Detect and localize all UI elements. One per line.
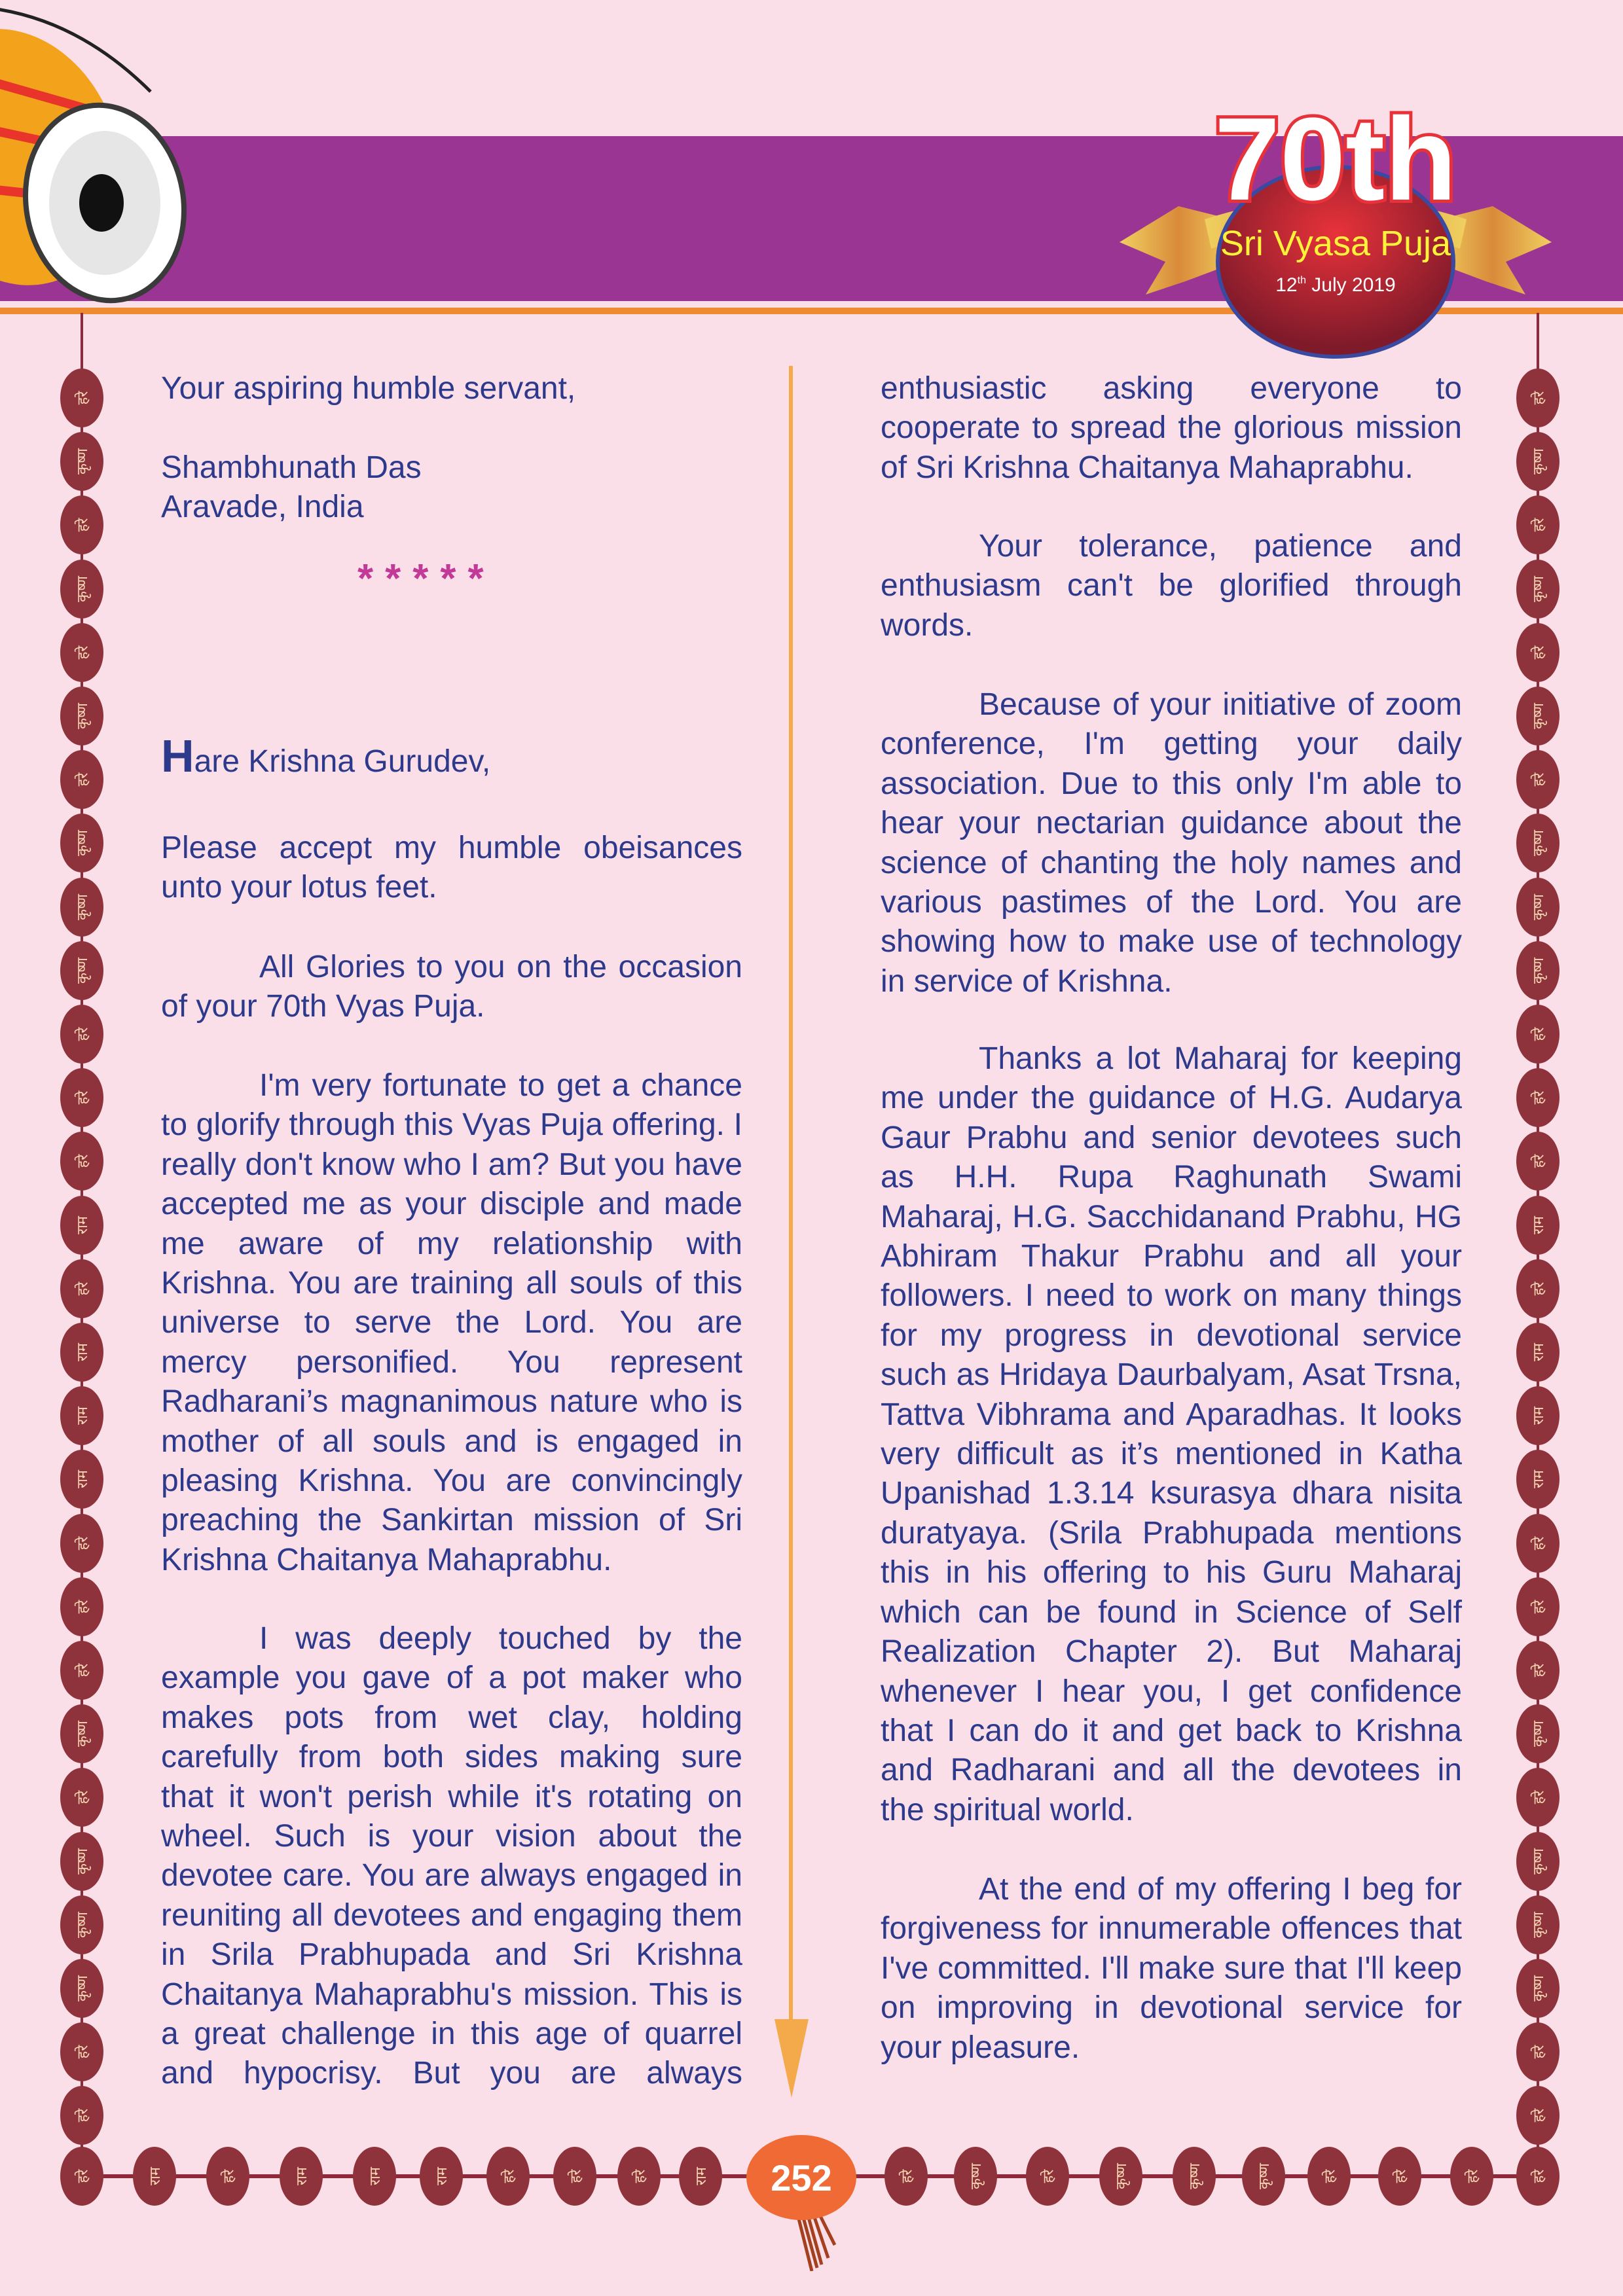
bead (1516, 1450, 1559, 1509)
bead (60, 941, 103, 1000)
bead-label: हरे (75, 2169, 91, 2183)
bead (1516, 1005, 1559, 1064)
bead (1516, 814, 1559, 872)
bead (60, 1895, 103, 1954)
bead-label: कृष्ण (74, 1721, 91, 1748)
bead (1516, 560, 1559, 619)
bead (1516, 1959, 1559, 2018)
bead-label: हरे (75, 1282, 91, 1296)
bead-label: कृष्ण (1113, 2163, 1130, 2189)
bead-label: कृष्ण (74, 1848, 91, 1874)
bead-label: हरे (75, 518, 91, 532)
paragraph: Your tolerance, patience and enthusiasm can't be glorified through words. (881, 529, 1462, 643)
bead (1516, 432, 1559, 491)
closing: Your aspiring humble servant, (161, 371, 576, 406)
bead-label: राम (1530, 1407, 1547, 1426)
bead-label: कृष्ण (74, 703, 91, 729)
bead (1516, 1386, 1559, 1445)
bead (1516, 495, 1559, 554)
bead-label: हरे (1531, 645, 1547, 660)
bead (1516, 1259, 1559, 1318)
greeting-text: are Krishna Gurudev, (194, 744, 491, 779)
bead-label: हरे (75, 1027, 91, 1041)
bead-label: हरे (1531, 772, 1547, 787)
bead (60, 1577, 103, 1636)
bead-label: राम (293, 2167, 310, 2185)
bead (60, 2147, 103, 2206)
bead-label: राम (74, 1407, 91, 1426)
badge-number: 70th (1214, 94, 1457, 225)
bead-label: कृष्ण (1530, 893, 1547, 920)
bead (1516, 623, 1559, 682)
bead-label: हरे (1531, 391, 1547, 405)
bead (60, 1132, 103, 1191)
bead-label: हरे (1393, 2169, 1409, 2183)
bead-label: हरे (1531, 1282, 1547, 1296)
bead (1516, 1577, 1559, 1636)
bead-label: कृष्ण (1530, 1848, 1547, 1874)
bead-label: हरे (75, 2045, 91, 2059)
bead-label: हरे (75, 1155, 91, 1168)
bead (1516, 1895, 1559, 1954)
bead (60, 560, 103, 619)
bead (1516, 750, 1559, 809)
bead (1516, 1514, 1559, 1573)
bead (1516, 1768, 1559, 1827)
bead (60, 1450, 103, 1509)
bead-label: कृष्ण (74, 830, 91, 857)
bead-label: हरे (1531, 2169, 1547, 2183)
bead-label: राम (147, 2167, 164, 2185)
paragraph: I'm very fortunate to get a chance to glorify through this Vyas Puja offering. I really don't know who I am? But you have accepted me as your disciple and made me aware of my relationship with Krishna. You are training all souls of this universe to serve the Lord. You are mercy personified. You represent Radharani’s magnanimous nature who is mother of all souls and is engaged in pleasing Krishna. You are convincingly preaching the Sankirtan mission of Sri Krishna Chaitanya Mahaprabhu. (161, 1068, 742, 1577)
bead-label: राम (74, 1470, 91, 1489)
bead-label: हरे (75, 391, 91, 405)
bead-label: हरे (899, 2169, 915, 2183)
paragraph: Because of your initiative of zoom conference, I'm getting your daily association. Due to this only I'm able to hear your nectarian guidance about the science of chanting the holy names and various pastimes of the Lord. You are showing how to make use of technology in service of Krishna. (881, 687, 1462, 999)
bead-label: राम (693, 2167, 710, 2185)
bead (60, 1768, 103, 1827)
badge-title: Sri Vyasa Puja (1220, 224, 1451, 263)
bead-label: राम (367, 2167, 384, 2185)
bead (60, 1514, 103, 1573)
drop-cap: H (161, 730, 194, 781)
bead-label: हरे (1531, 1090, 1547, 1105)
bead-label: कृष्ण (1256, 2163, 1273, 2189)
bead (60, 368, 103, 427)
bead (1516, 1704, 1559, 1763)
bead (1516, 1832, 1559, 1891)
paragraph: All Glories to you on the occasion of your 70th Vyas Puja. (161, 950, 742, 1024)
bead-label: हरे (75, 772, 91, 787)
bead (60, 1704, 103, 1763)
bead-label: राम (433, 2167, 450, 2185)
bead-label: हरे (75, 645, 91, 660)
bead (60, 1068, 103, 1127)
bead-label: कृष्ण (1530, 575, 1547, 602)
bead (1516, 1641, 1559, 1700)
bead-label: कृष्ण (1530, 1721, 1547, 1748)
bead (60, 750, 103, 809)
bead-label: हरे (1465, 2169, 1481, 2183)
bead (1516, 1196, 1559, 1255)
bead-label: कृष्ण (74, 957, 91, 984)
bead-label: हरे (75, 1663, 91, 1677)
bead (60, 1005, 103, 1064)
bead-label: कृष्ण (1530, 703, 1547, 729)
bead-label: कृष्ण (1530, 1911, 1547, 1938)
bead-label: कृष्ण (74, 1975, 91, 2001)
bead-label: हरे (75, 1791, 91, 1804)
bead (60, 2086, 103, 2145)
bead (1516, 687, 1559, 745)
bead-label: हरे (221, 2169, 237, 2183)
bead (1516, 941, 1559, 1000)
bead (60, 1641, 103, 1700)
bead-label: कृष्ण (1530, 1975, 1547, 2001)
bead-label: राम (1530, 1343, 1547, 1361)
bead (60, 495, 103, 554)
bead (60, 1323, 103, 1382)
bead (60, 1196, 103, 1255)
bead-label: हरे (1531, 1791, 1547, 1804)
bead (1516, 1132, 1559, 1191)
paragraph: Please accept my humble obeisances unto your lotus feet. (161, 831, 742, 905)
bead (60, 1959, 103, 2018)
left-column (161, 0, 742, 2160)
bead (60, 623, 103, 682)
bead-label: हरे (1531, 518, 1547, 532)
greeting (161, 730, 742, 781)
bead-label: हरे (1531, 1600, 1547, 1614)
bead-label: हरे (1322, 2169, 1338, 2183)
bead (1516, 1323, 1559, 1382)
bead (1516, 2086, 1559, 2145)
bead-label: हरे (1040, 2169, 1057, 2183)
bead (60, 2022, 103, 2081)
bead-label: कृष्ण (968, 2163, 985, 2189)
bead-label: हरे (1531, 1155, 1547, 1168)
bead (60, 814, 103, 872)
bead (1516, 2022, 1559, 2081)
bead-label: कृष्ण (1530, 957, 1547, 984)
bead-label: राम (74, 1215, 91, 1234)
bead-label: कृष्ण (1530, 448, 1547, 475)
signature-name: Shambhunath Das (161, 450, 422, 485)
paragraph: enthusiastic asking everyone to cooperate to spread the glorious mission of Sri Krishna Chaitanya Mahaprabhu. (881, 371, 1462, 485)
bead-label: हरे (75, 1536, 91, 1550)
bead-label: कृष्ण (74, 1911, 91, 1938)
bead-label: हरे (1531, 2045, 1547, 2059)
bead-label: राम (1530, 1215, 1547, 1234)
divider-tip (775, 2019, 809, 2098)
bead-label: कृष्ण (74, 893, 91, 920)
separator-stars: ***** (357, 556, 496, 601)
bead-label: कृष्ण (74, 448, 91, 475)
bead (60, 878, 103, 937)
bead (60, 1832, 103, 1891)
bead-label: कृष्ण (74, 575, 91, 602)
bead-label: हरे (1531, 1663, 1547, 1677)
bead-label: हरे (1531, 2109, 1547, 2123)
badge-date: 12th July 2019 (1275, 274, 1396, 296)
column-divider (789, 366, 793, 2022)
bead (60, 1386, 103, 1445)
paragraph: Thanks a lot Maharaj for keeping me under the guidance of H.G. Audarya Gaur Prabhu and senior devotees such as H.H. Rupa Raghunath Swami Maharaj, H.G. Sacchidanand Prabhu, HG Abhiram Thakur Prabhu and all your followers. I need to work on many things for my progress in devotional service such as Hridaya Daurbalyam, Asat Trsna, Tattva Vibhrama and Aparadhas. It looks very difficult as it’s mentioned in Katha Upanishad 1.3.14 ksurasya dhara nisita duratyaya. (Srila Prabhupada mentions this in his offering to his Guru Maharaj which can be found in Science of Self Realization Chapter 2). But Maharaj whenever I hear you, I get confidence that I can do it and get back to Krishna and Radharani and all the devotees in the spiritual world. (881, 1041, 1462, 1827)
bead-label: राम (1530, 1470, 1547, 1489)
bead (1516, 368, 1559, 427)
paragraph: At the end of my offering I beg for forgiveness for innumerable offences that I've committed. I'll make sure that I'll keep on improving in devotional service for your pleasure. (881, 1872, 1462, 2065)
bead-label: हरे (632, 2169, 648, 2183)
right-column (881, 0, 1462, 2160)
bead-label: हरे (501, 2169, 517, 2183)
bead (60, 1259, 103, 1318)
bead-label: कृष्ण (1530, 830, 1547, 857)
bead (60, 687, 103, 745)
bead (1516, 878, 1559, 937)
bead (1516, 1068, 1559, 1127)
signature-place: Aravade, India (161, 490, 364, 524)
bead-label: हरे (75, 1600, 91, 1614)
bead-label: कृष्ण (1186, 2163, 1203, 2189)
page-number: 252 (746, 2135, 856, 2220)
bead-label: हरे (1531, 1536, 1547, 1550)
bead-label: हरे (75, 2109, 91, 2123)
bead-label: राम (74, 1343, 91, 1361)
bead-label: हरे (1531, 1027, 1547, 1041)
paragraph: I was deeply touched by the example you gave of a pot maker who makes pots from wet clay, holding carefully from both sides making sure that it won't perish while it's rotating on wheel. Such is your vision about the devotee care. You are always engaged in reuniting all devotees and engaging them in Srila Prabhupada and Sri Krishna Chaitanya Mahaprabhu's mission. This is a great challenge in this age of quarrel and hypocrisy. But you are always (161, 1621, 742, 2091)
bead (1516, 2147, 1559, 2206)
bead-label: हरे (568, 2169, 584, 2183)
bead (60, 432, 103, 491)
bead-label: हरे (75, 1090, 91, 1105)
